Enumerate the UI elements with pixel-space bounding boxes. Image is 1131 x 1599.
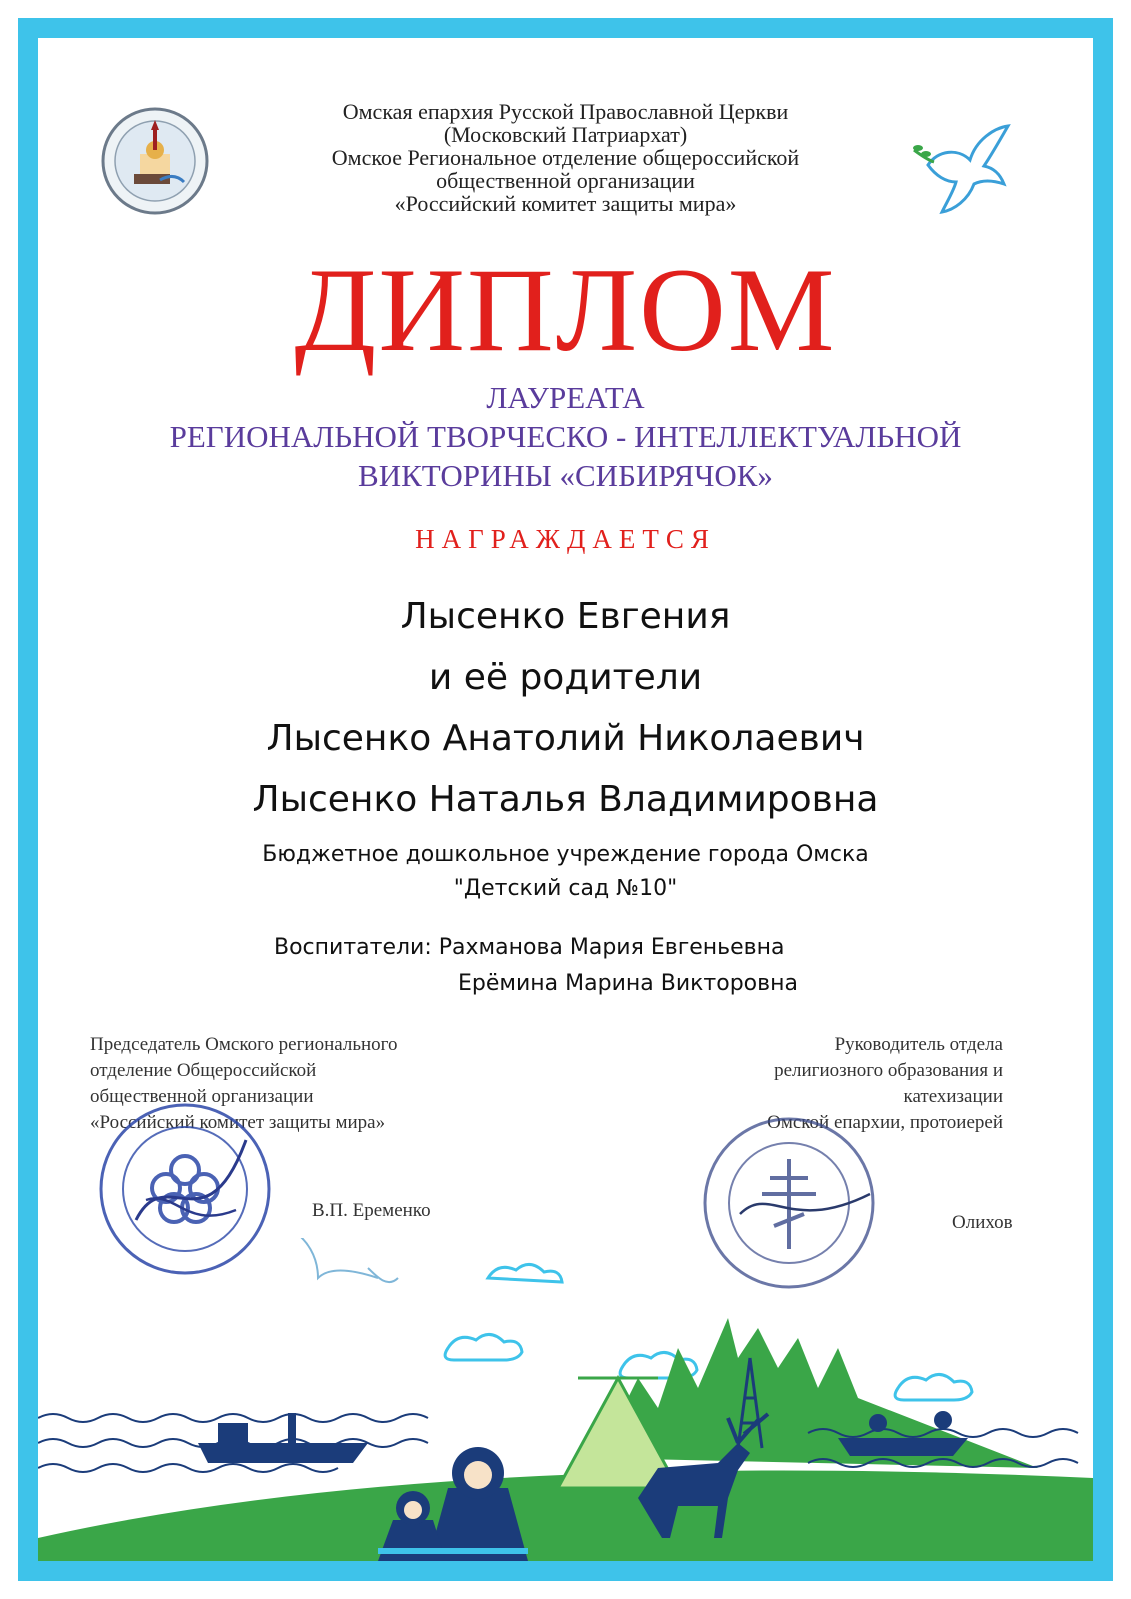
awarded-label: НАГРАЖДАЕТСЯ: [415, 524, 716, 554]
diploma-title: ДИПЛОМ: [294, 243, 837, 376]
teachers-block: [274, 930, 798, 1002]
recipient-name: Лысенко Анатолий Николаевич: [266, 718, 865, 759]
issuer-line: (Московский Патриархат): [443, 122, 688, 147]
northern-landscape-illustration: [38, 1238, 1093, 1561]
recipients-block: [38, 586, 1093, 830]
subtitle-line: РЕГИОНАЛЬНОЙ ТВОРЧЕСКО - ИНТЕЛЛЕКТУАЛЬНОЙ: [169, 419, 962, 454]
signatory-line: Руководитель отдела: [834, 1034, 1003, 1055]
signatory-line: религиозного образования и: [774, 1060, 1003, 1081]
issuer-line: Омское Региональное отделение общероссийской: [331, 145, 800, 170]
signatory-left-name: В.П. Еременко: [312, 1200, 431, 1221]
issuer-line: «Российский комитет защиты мира»: [394, 191, 737, 216]
signatory-line: Председатель Омского регионального: [90, 1034, 398, 1055]
recipient-name: Лысенко Евгения: [400, 596, 731, 637]
teacher-name: Рахманова Мария Евгеньевна: [438, 935, 785, 960]
recipient-name: и её родители: [428, 657, 703, 698]
signatory-line: катехизации: [903, 1086, 1003, 1107]
teacher-name: Ерёмина Марина Викторовна: [458, 971, 798, 996]
diploma-sheet: [38, 38, 1093, 1561]
signatory-right-name: Олихов: [952, 1212, 1013, 1233]
institution-line: Бюджетное дошкольное учреждение города Омска: [262, 842, 869, 867]
teachers-label: Воспитатели:: [274, 935, 432, 960]
issuer-line: общественной организации: [436, 168, 695, 193]
recipient-name: Лысенко Наталья Владимировна: [252, 779, 879, 820]
institution-line: "Детский сад №10": [453, 876, 678, 901]
diploma-subtitle: [38, 378, 1093, 495]
subtitle-line: ЛАУРЕАТА: [486, 380, 645, 415]
issuer-header: [38, 100, 1093, 215]
issuer-line: Омская епархия Русской Православной Церкви: [342, 99, 789, 124]
subtitle-line: ВИКТОРИНЫ «СИБИРЯЧОК»: [358, 458, 773, 493]
signatory-line: Омской епархии, протоиерей: [767, 1112, 1003, 1133]
signatory-line: отделение Общероссийской: [90, 1060, 317, 1081]
diploma-frame: [18, 18, 1113, 1581]
institution-block: [38, 838, 1093, 906]
signatory-line: «Российский комитет защиты мира»: [90, 1112, 386, 1133]
signatory-line: общественной организации: [90, 1086, 314, 1107]
